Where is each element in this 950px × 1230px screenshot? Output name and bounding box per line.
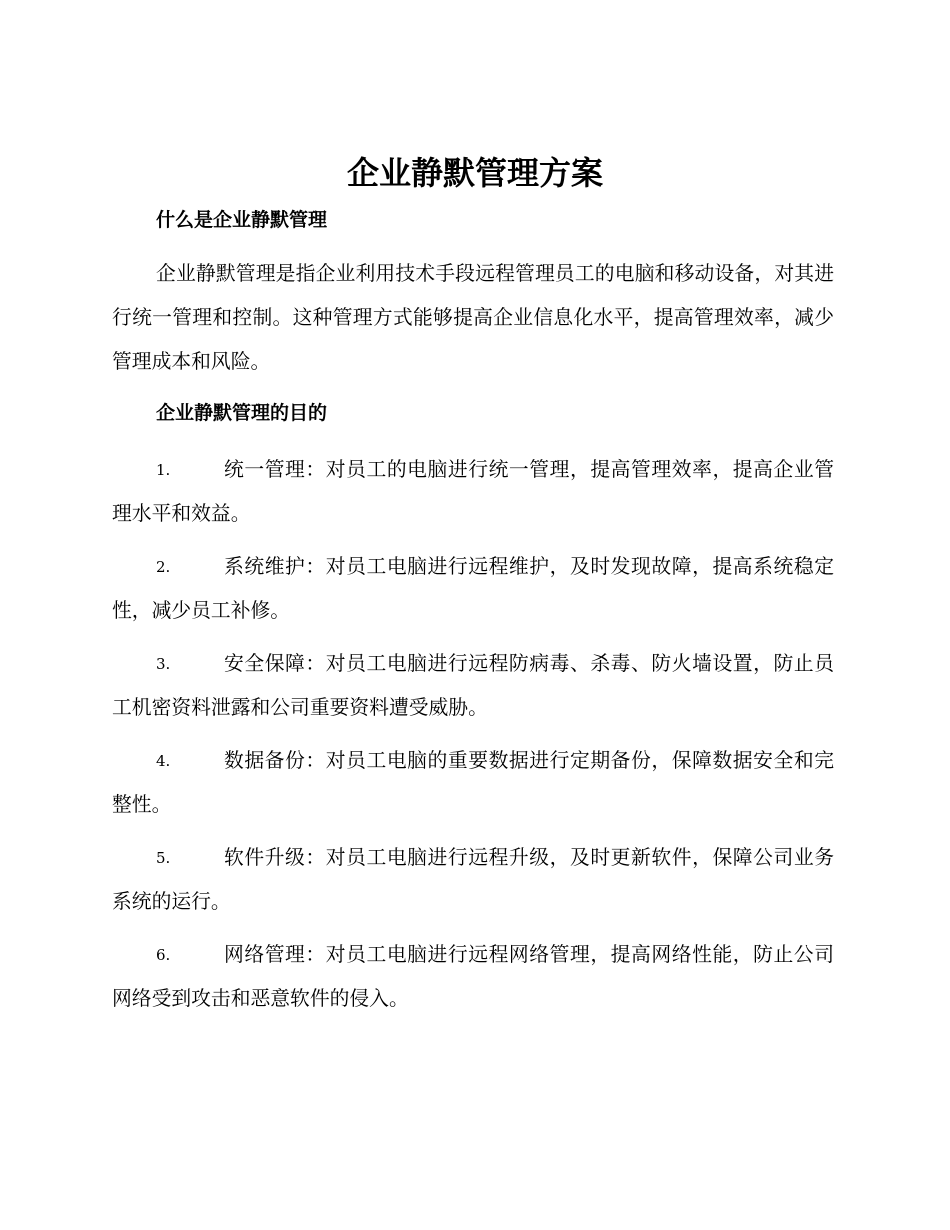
list-item-number: 3. (156, 655, 171, 673)
list-item (112, 739, 834, 827)
intro-paragraph: 企业静默管理是指企业利用技术手段远程管理员工的电脑和移动设备，对其进行统一管理和控制。这种管理方式能够提高企业信息化水平，提高管理效率，减少管理成本和风险。 (112, 262, 834, 373)
list-item-number: 5. (156, 849, 171, 867)
list-item-number: 4. (156, 752, 171, 770)
list-item (112, 642, 834, 730)
section-heading-purpose: 企业静默管理的目的 (156, 402, 328, 424)
list-item-text: 数据备份：对员工电脑的重要数据进行定期备份，保障数据安全和完整性。 (112, 749, 834, 816)
list-item-text: 安全保障：对员工电脑进行远程防病毒、杀毒、防火墙设置，防止员工机密资料泄露和公司重要资料遭受威胁。 (112, 652, 834, 719)
document-title: 企业静默管理方案 (346, 154, 603, 192)
list-item (112, 933, 834, 1021)
list-item-number: 2. (156, 558, 171, 576)
list-item-number: 1. (156, 461, 171, 479)
list-item-text: 网络管理：对员工电脑进行远程网络管理，提高网络性能，防止公司网络受到攻击和恶意软件的侵入。 (112, 943, 834, 1010)
list-item-text: 软件升级：对员工电脑进行远程升级，及时更新软件，保障公司业务系统的运行。 (112, 846, 834, 913)
list-item-number: 6. (156, 946, 171, 964)
section-heading-what-is: 什么是企业静默管理 (156, 209, 328, 231)
list-item (112, 836, 834, 924)
list-item (112, 545, 834, 633)
list-item (112, 448, 834, 536)
list-item-text: 统一管理：对员工的电脑进行统一管理，提高管理效率，提高企业管理水平和效益。 (112, 458, 834, 525)
list-item-text: 系统维护：对员工电脑进行远程维护，及时发现故障，提高系统稳定性，减少员工补修。 (112, 555, 834, 622)
